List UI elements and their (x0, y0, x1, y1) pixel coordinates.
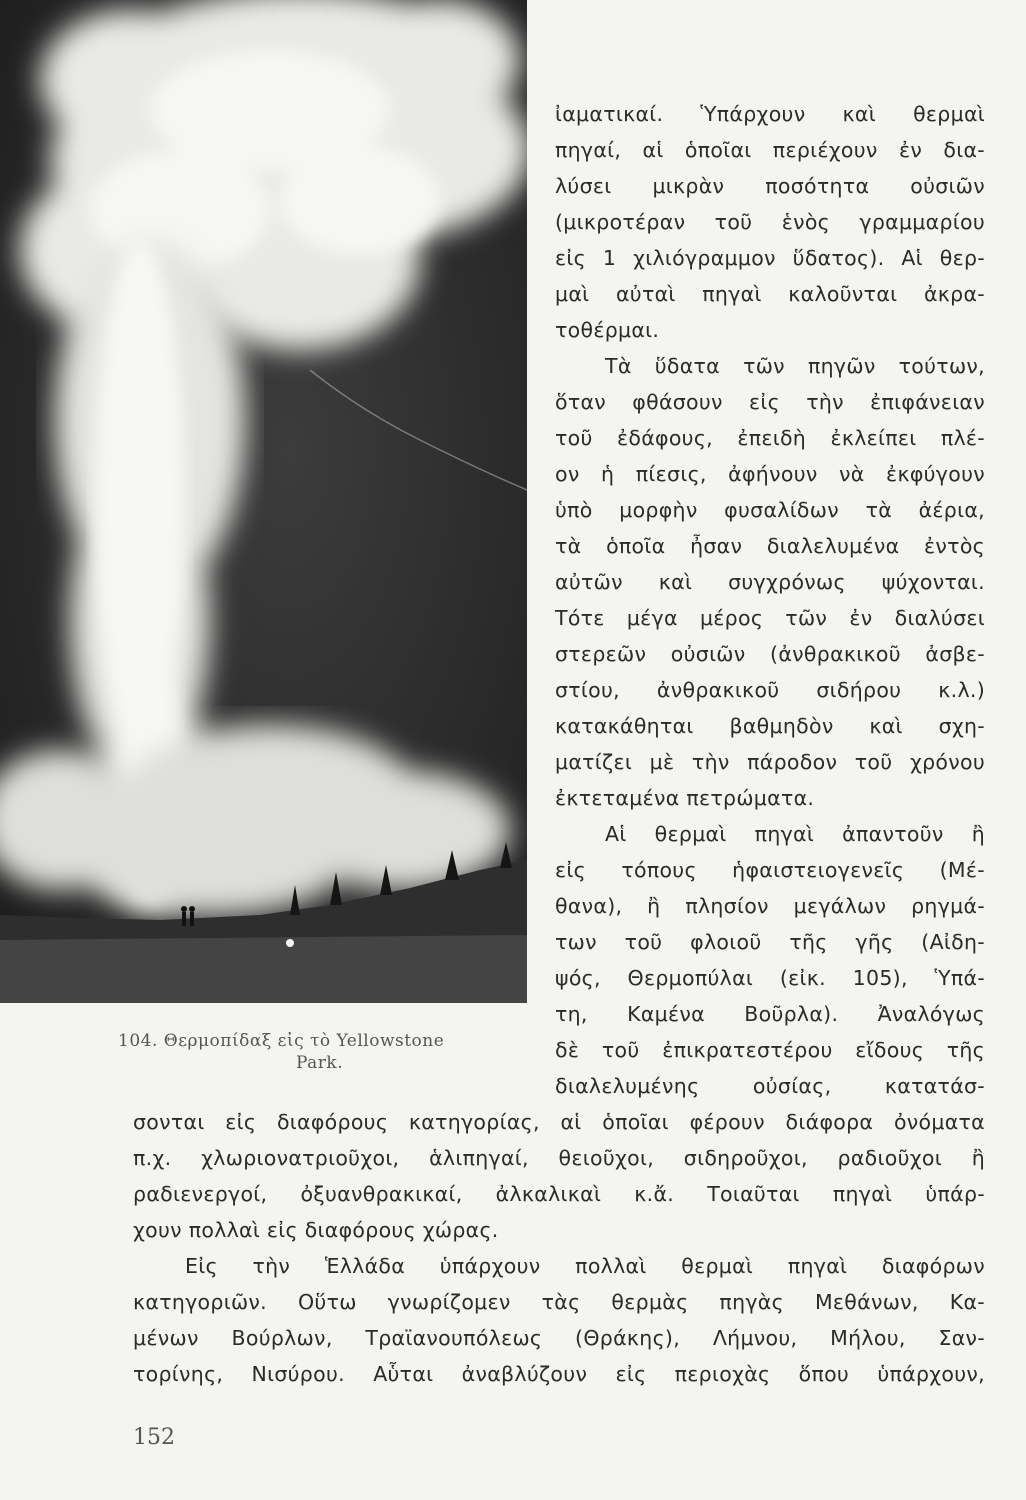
text-line: χουν πολλαὶ εἰς διαφόρους χώρας. (133, 1218, 499, 1242)
text-line: ον ἡ πίεσις, ἀφήνουν νὰ ἐκφύγουν (555, 462, 985, 486)
text-line: τὰ ὁποῖα ἦσαν διαλελυμένα ἐντὸς (555, 534, 985, 558)
geyser-photograph (0, 0, 527, 1003)
text-line: διαλελυμένης οὐσίας, κατατάσ- (555, 1074, 985, 1098)
text-line: θανα), ἢ πλησίον μεγάλων ρηγμά- (555, 894, 985, 918)
text-line: αὐτῶν καὶ συγχρόνως ψύχονται. (555, 570, 985, 594)
text-line: τοθέρμαι. (555, 318, 660, 342)
caption-line: 104. Θερμοπίδαξ εἰς τὸ Yellowstone (118, 1031, 445, 1051)
text-line: Αἱ θερμαὶ πηγαὶ ἀπαντοῦν ἢ (605, 822, 985, 846)
text-line: κατακάθηται βαθμηδὸν καὶ σχη- (555, 714, 985, 738)
text-line: δὲ τοῦ ἐπικρατεστέρου εἴδους τῆς (555, 1038, 985, 1062)
text-line: εἰς τόπους ἡφαιστειογενεῖς (Μέ- (555, 858, 985, 882)
text-line: Τότε μέγα μέρος τῶν ἐν διαλύσει (555, 606, 985, 630)
text-line: (μικροτέραν τοῦ ἑνὸς γραμμαρίου (555, 210, 985, 234)
text-line: μένων Βούρλων, Τραϊανουπόλεως (Θράκης), Λήμνου, Μήλου, Σαν- (133, 1326, 985, 1350)
text-line: μαὶ αὐταὶ πηγαὶ καλοῦνται ἀκρα- (555, 282, 985, 306)
text-line: ὅταν φθάσουν εἰς τὴν ἐπιφάνειαν (555, 390, 985, 414)
text-line: ἰαματικαί. Ὑπάρχουν καὶ θερμαὶ (555, 102, 985, 126)
text-line: τορίνης, Νισύρου. Αὗται ἀναβλύζουν εἰς περιοχὰς ὅπου ὑπάρχουν, (133, 1362, 985, 1386)
figure-caption (118, 1030, 538, 1074)
text-line: ραδιενεργοί, ὀξυανθρακικαί, ἀλκαλικαὶ κ.ἄ. Τοιαῦται πηγαὶ ὑπάρ- (133, 1182, 985, 1206)
text-line: λύσει μικρὰν ποσότητα οὐσιῶν (555, 174, 985, 198)
text-line: τη, Καμένα Βοῦρλα). Ἀναλόγως (555, 1002, 985, 1026)
text-line: στίου, ἀνθρακικοῦ σιδήρου κ.λ.) (555, 678, 985, 702)
text-line: πηγαί, αἱ ὁποῖαι περιέχουν ἐν δια- (555, 138, 985, 162)
caption-line: Park. (296, 1053, 344, 1073)
text-line: ματίζει μὲ τὴν πάροδον τοῦ χρόνου (555, 750, 985, 774)
text-line: Τὰ ὕδατα τῶν πηγῶν τούτων, (605, 354, 985, 378)
text-line: τοῦ ἐδάφους, ἐπειδὴ ἐκλείπει πλέ- (555, 426, 985, 450)
text-line: σονται εἰς διαφόρους κατηγορίας, αἱ ὁποῖαι φέρουν διάφορα ὀνόματα (133, 1110, 985, 1134)
text-line: ὑπὸ μορφὴν φυσαλίδων τὰ ἀέρια, (555, 498, 985, 522)
text-line: στερεῶν οὐσιῶν (ἀνθρακικοῦ ἀσβε- (555, 642, 985, 666)
text-line: των τοῦ φλοιοῦ τῆς γῆς (Αἰδη- (555, 930, 985, 954)
text-line: ἐκτεταμένα πετρώματα. (555, 786, 815, 810)
text-line: π.χ. χλωριονατριοῦχοι, ἁλιπηγαί, θειοῦχοι, σιδηροῦχοι, ραδιοῦχοι ἢ (133, 1146, 985, 1170)
text-line: ψός, Θερμοπύλαι (εἰκ. 105), Ὑπά- (555, 966, 985, 990)
page-number: 152 (133, 1425, 175, 1450)
text-line: εἰς 1 χιλιόγραμμον ὕδατος). Αἱ θερ- (555, 246, 985, 270)
text-line: Εἰς τὴν Ἑλλάδα ὑπάρχουν πολλαὶ θερμαὶ πηγαὶ διαφόρων (185, 1254, 985, 1278)
text-line: κατηγοριῶν. Οὕτω γνωρίζομεν τὰς θερμὰς πηγὰς Μεθάνων, Κα- (133, 1290, 985, 1314)
